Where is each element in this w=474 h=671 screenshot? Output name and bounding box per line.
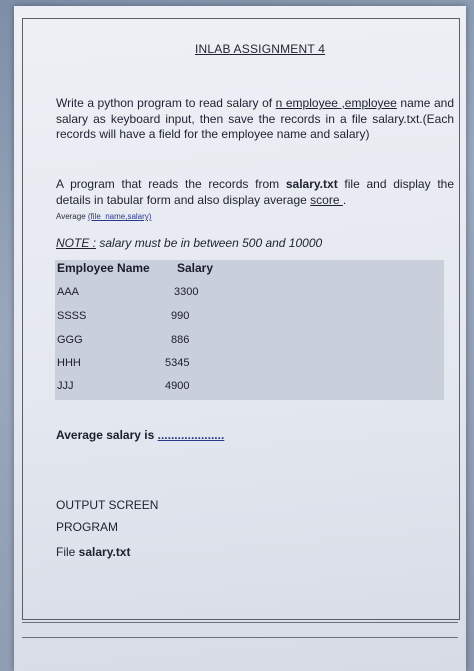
table-header-salary: Salary [177, 261, 214, 275]
para1-text-a: Write a python program to read salary of [56, 96, 276, 110]
average-salary-blank: .................... [157, 428, 225, 442]
table-cell-salary: 990 [171, 310, 190, 322]
para2-text-c: . [342, 192, 347, 207]
para2-text-b: file and display the details in tabular form and also display average [56, 177, 455, 207]
instruction-paragraph-2 [56, 177, 454, 208]
table-cell-name: GGG [57, 334, 83, 346]
table-cell-name: JJJ [57, 380, 74, 392]
note [56, 236, 322, 250]
average-hint [56, 212, 151, 221]
table-cell-salary: 4900 [165, 380, 190, 392]
para2-text-a: A program that reads the records from [56, 177, 286, 191]
average-hint-args: (file_name,salary) [87, 212, 152, 221]
salary-table [55, 260, 444, 400]
average-salary-line [56, 428, 224, 442]
file-heading [56, 545, 130, 559]
table-cell-salary: 886 [171, 334, 190, 346]
program-heading: PROGRAM [56, 520, 119, 534]
average-salary-label: Average salary is [56, 428, 158, 442]
file-heading-name: salary.txt [78, 545, 131, 559]
note-label: NOTE : [56, 236, 97, 250]
page-title: INLAB ASSIGNMENT 4 [195, 42, 326, 56]
table-cell-name: SSSS [57, 310, 87, 322]
table-cell-salary: 5345 [165, 357, 190, 369]
table-header-name: Employee Name [57, 261, 150, 275]
divider-line [22, 622, 458, 623]
para2-underlined-text: score [310, 192, 343, 207]
output-screen-heading: OUTPUT SCREEN [56, 498, 159, 512]
file-heading-prefix: File [56, 545, 79, 559]
para1-text-b: name and salary as keyboard input, then save the records in a file salary.txt.(Each records will have a field for the employee name and salary) [56, 96, 454, 141]
para2-bold-filename: salary.txt [285, 177, 338, 191]
note-text: salary must be in between 500 and 10000 [96, 236, 323, 250]
table-cell-salary: 3300 [174, 286, 199, 298]
table-cell-name: HHH [57, 357, 81, 369]
average-hint-label: Average [56, 212, 88, 221]
instruction-paragraph-1 [56, 96, 454, 143]
table-cell-name: AAA [57, 286, 80, 298]
divider-line [22, 637, 458, 638]
para1-underlined-text: n employee ,employee [275, 96, 397, 110]
